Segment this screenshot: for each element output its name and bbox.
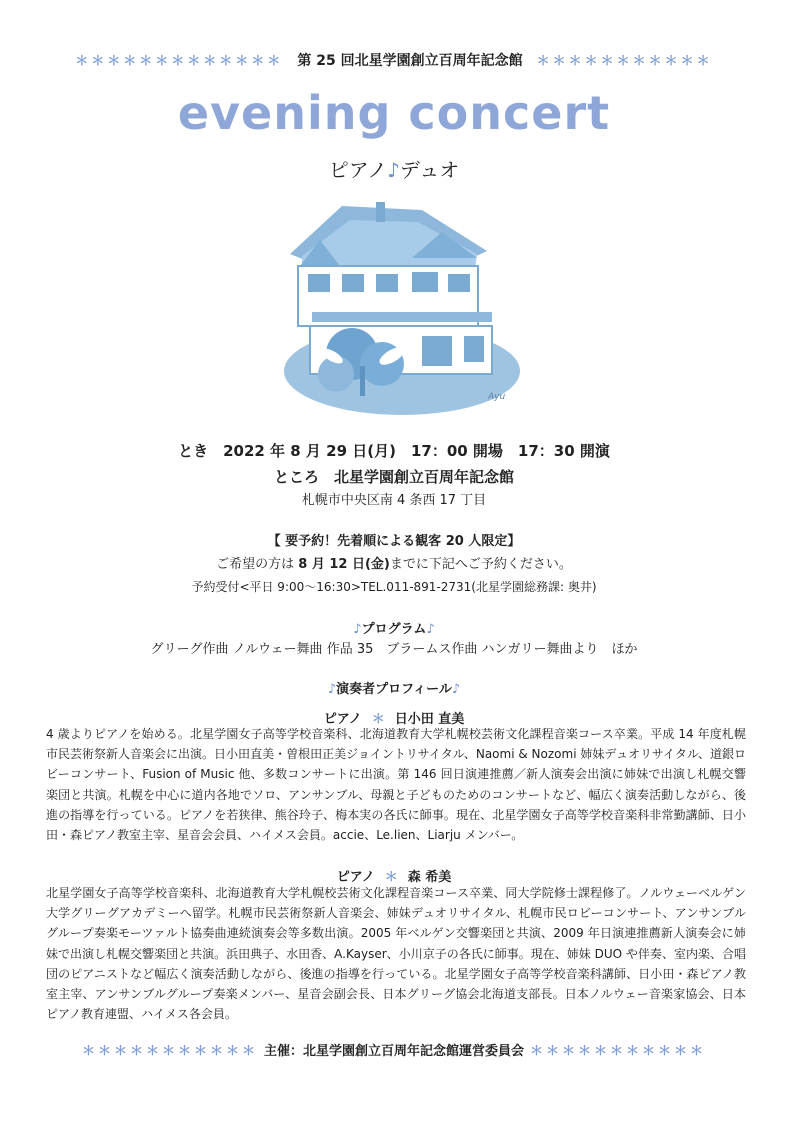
artist-signature: Ayu <box>488 392 506 402</box>
asterisk-icon: ＊ <box>384 870 398 885</box>
subtitle-piano: ピアノ <box>328 158 388 182</box>
reservation-contact: 予約受付<平日 9:00～16:30>TEL.011-891-2731(北星学園総務課: 奥井) <box>191 580 597 594</box>
house-illustration <box>272 196 520 420</box>
performer-bio: 4 歳よりピアノを始める。北星学園女子高等学校音楽科、北海道教育大学札幌校芸術文化課程音楽コース卒業。平成 14 年度札幌市民芸術祭新人音楽会に出演。日小田直美・曽根田正美ジョイントリサイタル、Naomi & Nozomi 姉妹デュオリサイタル、道銀ロビーコンサート、Fusion of Music 他、多数コンサートに出演。第 146 回日演連推薦／新人演奏会出演に姉妹で出演し札幌交響楽団と共演。札幌を中心に道内各地でソロ、アンサンブル、母親と子どものためのコンサートなど、幅広く演奏活動しながら、後進の指導を行っている。ピアノを若狭律、熊谷玲子、梅本実の各氏に師事。現在、北星学園女子高等学校音楽科非常勤講師、日小田・森ピアノ教室主宰、星音会会員、ハイメス会員。accie、Le.lien、Liarju メンバー。 <box>46 727 746 843</box>
footer-stars-left: ＊＊＊＊＊＊＊＊＊＊＊ <box>81 1044 258 1059</box>
event-address: 札幌市中央区南 4 条西 17 丁目 <box>301 493 487 508</box>
music-note-icon: ♪ <box>353 622 362 637</box>
subtitle-duo: デュオ <box>399 158 460 182</box>
reservation-wish <box>0 553 788 572</box>
performer-bio: 北星学園女子高等学校音楽科、北海道教育大学札幌校芸術文化課程音楽コース卒業、同大学院修士課程修了。ノルウェーベルゲン大学グリーグアカデミーへ留学。札幌市民芸術祭新人音楽会、姉妹デュオリサイタル、札幌市民ロビーコンサート、アンサンブルグループ奏楽モーツァルト協奏曲連続演奏会等多数出演。2005 年ベルゲン交響楽団と共演、2009 年日演連推薦新人演奏会に姉妹で出演し札幌交響楽団と共演。浜田典子、水田香、A.Kayser、小川京子の各氏に師事。現在、姉妹 DUO や伴奏、室内楽、合唱団のピアニストなど幅広く演奏活動しながら、後進の指導を行っている。北星学園女子高等学校音楽科講師、日小田・森ピアノ教室主宰、アンサンブルグループ奏楽メンバー、星音会副会長、日本グリーグ協会北海道支部長。日本ノルウェー音楽家協会、日本ピアノ教育連盟、ハイメス各会員。 <box>46 886 746 1022</box>
profile-heading-text: 演奏者プロフィール <box>336 682 452 697</box>
music-note-icon: ♪ <box>451 682 461 697</box>
program-heading-text: プログラム <box>361 622 427 637</box>
program-text: グリーグ作曲 ノルウェー舞曲 作品 35 ブラームス作曲 ハンガリー舞曲より ほか <box>150 642 638 657</box>
performer-name-text: 森 希美 <box>407 870 452 885</box>
event-where: ところ 北星学園創立百周年記念館 <box>273 468 514 486</box>
performer-role: ピアノ <box>323 712 362 727</box>
subtitle <box>0 154 788 183</box>
footer-line <box>0 1040 788 1059</box>
music-note-icon: ♪ <box>426 622 435 637</box>
page-title: evening concert <box>177 86 611 140</box>
music-note-icon: ♪ <box>387 158 400 182</box>
profile-heading <box>0 678 788 697</box>
reservation-headline: 【 要予約！先着順による観客 20 人限定】 <box>267 534 521 549</box>
footer-text: 主催：北星学園創立百周年記念館運営委員会 <box>263 1044 524 1059</box>
header-text: 第 25 回北星学園創立百周年記念館 <box>297 53 523 69</box>
performer-role: ピアノ <box>336 870 375 885</box>
header-line <box>0 50 788 70</box>
wish-post: までに下記へご予約ください。 <box>389 557 572 572</box>
music-note-icon: ♪ <box>327 682 337 697</box>
wish-pre: ご希望の方は <box>216 557 299 572</box>
header-stars-right: ＊＊＊＊＊＊＊＊＊＊＊ <box>536 54 713 69</box>
house-icon <box>272 196 520 420</box>
event-when: とき 2022 年 8 月 29 日(月) 17：00 開場 17：30 開演 <box>178 442 610 460</box>
asterisk-icon: ＊ <box>371 712 385 727</box>
wish-date: 8 月 12 日(金) <box>298 557 390 572</box>
performer-name-text: 日小田 直美 <box>394 712 465 727</box>
header-stars-left: ＊＊＊＊＊＊＊＊＊＊＊＊＊ <box>75 54 284 69</box>
footer-stars-right: ＊＊＊＊＊＊＊＊＊＊＊ <box>530 1044 707 1059</box>
program-heading <box>0 618 788 637</box>
